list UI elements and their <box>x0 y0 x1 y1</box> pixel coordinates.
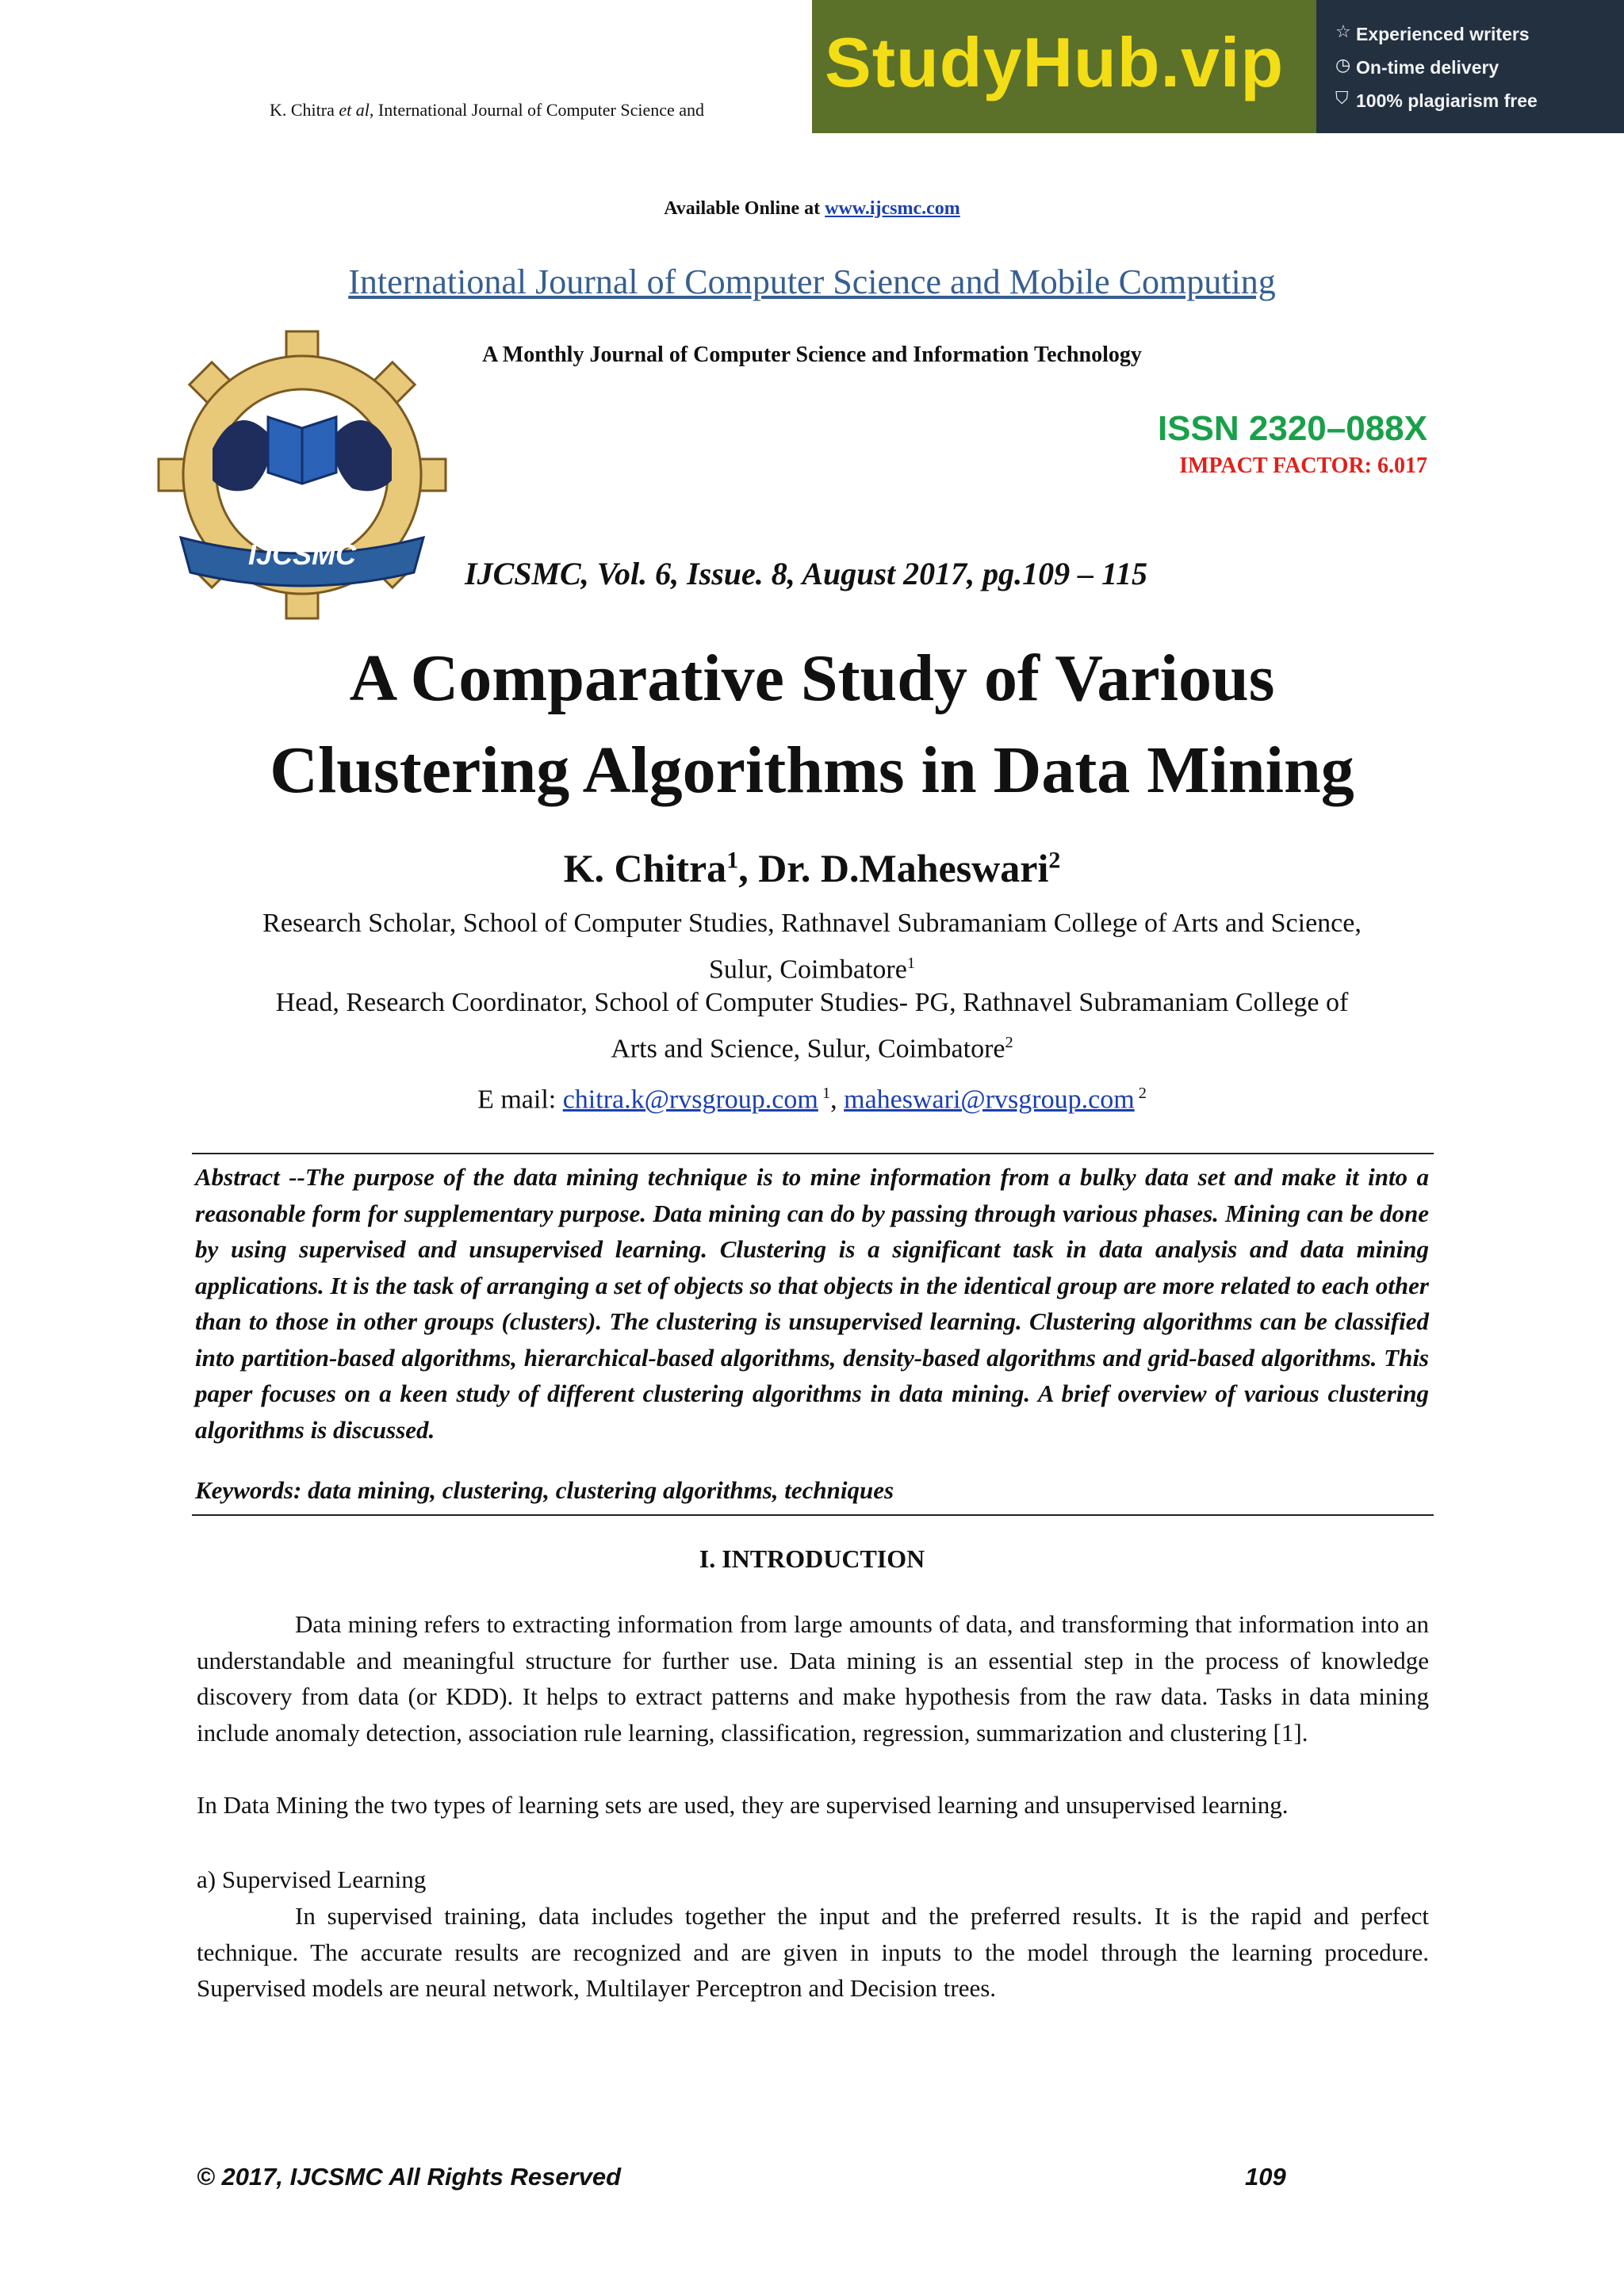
author-2: , Dr. D.Maheswari <box>738 846 1049 890</box>
email-separator: , <box>830 1085 845 1115</box>
journal-website-link[interactable]: www.ijcsmc.com <box>825 198 960 219</box>
section-heading-introduction: I. INTRODUCTION <box>699 1544 925 1573</box>
intro-paragraph-2: In Data Mining the two types of learning sets are used, they are supervised learning and unsupervised learning. <box>197 1791 1289 1819</box>
ijcsmc-logo <box>157 330 447 620</box>
paper-title <box>0 633 1624 817</box>
footer-page-number: 109 <box>1245 2163 1286 2191</box>
author-1-sup: 1 <box>726 847 739 874</box>
email-line <box>0 1085 1624 1115</box>
journal-name: International Journal of Computer Science and Mobile Computing <box>348 262 1276 301</box>
intro-paragraph-1: Data mining refers to extracting information from large amounts of data, and transforming that information into an understandable and meaningful structure for further use. Data mining is an essential step in the process of knowledge discovery from data (or KDD). It helps to extract patterns and make hypothesis from the raw data. Tasks in data mining include anomaly detection, association rule learning, classification, regression, summarization and clustering [1]. <box>197 1610 1429 1747</box>
keywords: Keywords: data mining, clustering, clustering algorithms, techniques <box>195 1476 894 1504</box>
authors <box>0 845 1624 891</box>
abstract-top-rule <box>192 1153 1434 1154</box>
ad-feature-3: 100% plagiarism free <box>1356 90 1538 111</box>
author-1: K. Chitra <box>563 846 727 890</box>
shield-icon: ⛉ <box>1335 89 1349 109</box>
title-line-2: Clustering Algorithms in Data Mining <box>270 733 1354 807</box>
running-etal: et al <box>339 100 370 120</box>
volume-info: IJCSMC, Vol. 6, Issue. 8, August 2017, pg.109 – 115 <box>465 556 1147 591</box>
footer-copyright: © 2017, IJCSMC All Rights Reserved <box>197 2163 622 2191</box>
issn: ISSN 2320–088X <box>1157 409 1427 448</box>
affiliation-2-sup: 2 <box>1005 1034 1013 1051</box>
ad-feature-1: Experienced writers <box>1356 24 1530 44</box>
supervised-learning-paragraph: In supervised training, data includes together the input and the preferred results. It is the rapid and perfect technique. The accurate results are recognized and are given in inputs to the model through the learning procedure. Supervised models are neural network, Multilayer Perceptron and Decision trees. <box>197 1902 1429 2002</box>
ad-brand[interactable]: StudyHub.vip <box>825 23 1285 101</box>
affiliation-1-city: Sulur, Coimbatore <box>708 955 907 985</box>
available-online <box>0 198 1624 220</box>
affiliation-2 <box>159 983 1465 1069</box>
running-journal: , International Journal of Computer Science and <box>369 100 705 120</box>
abstract: Abstract --The purpose of the data mining technique is to mine information from a bulky data set and make it into a reasonable form for supplementary purpose. Data mining can do by passing through various phases. Mining can be done by using supervised and unsupervised learning. Clustering is a significant task in data analysis and data mining applications. It is the task of arranging a set of objects so that objects in the identical group are more related to each other than to those in other groups (clusters). The clustering is unsupervised learning. Clustering algorithms can be classified into partition-based algorithms, hierarchical-based algorithms, density-based algorithms and grid-based algorithms. This paper focuses on a keen study of different clustering algorithms in data mining. A brief overview of various clustering algorithms is discussed. <box>195 1163 1429 1444</box>
affiliation-2-city: Arts and Science, Sulur, Coimbatore <box>611 1034 1005 1064</box>
affiliation-1-line-1: Research Scholar, School of Computer Studies, Rathnavel Subramaniam College of Arts and Science, <box>262 909 1362 938</box>
email-link-2[interactable]: maheswari@rvsgroup.com <box>844 1085 1135 1115</box>
affiliation-2-line-1: Head, Research Coordinator, School of Computer Studies- PG, Rathnavel Subramaniam College of <box>275 988 1349 1017</box>
subsection-supervised-learning: a) Supervised Learning <box>197 1866 427 1893</box>
star-icon: ☆ <box>1335 22 1351 42</box>
running-header <box>270 100 704 121</box>
ad-feature-2: On-time delivery <box>1356 57 1500 78</box>
affiliation-2-line-2 <box>159 1023 1465 1069</box>
clock-icon: ◷ <box>1335 55 1351 75</box>
keywords-bottom-rule <box>192 1514 1434 1516</box>
impact-factor: IMPACT FACTOR: 6.017 <box>1179 453 1427 478</box>
title-line-1: A Comparative Study of Various <box>349 641 1275 715</box>
email-link-1[interactable]: chitra.k@rvsgroup.com <box>562 1085 818 1115</box>
running-author: K. Chitra <box>270 100 335 120</box>
logo-text: IJCSMC <box>247 538 357 571</box>
affiliation-1 <box>159 904 1465 989</box>
affiliation-1-sup: 1 <box>906 955 916 972</box>
available-prefix: Available Online at <box>664 198 825 219</box>
email-1-sup: 1 <box>818 1085 831 1102</box>
journal-subtitle: A Monthly Journal of Computer Science and Information Technology <box>482 342 1142 367</box>
author-2-sup: 2 <box>1048 847 1061 874</box>
email-2-sup: 2 <box>1134 1085 1147 1102</box>
email-prefix: E mail: <box>477 1085 563 1115</box>
